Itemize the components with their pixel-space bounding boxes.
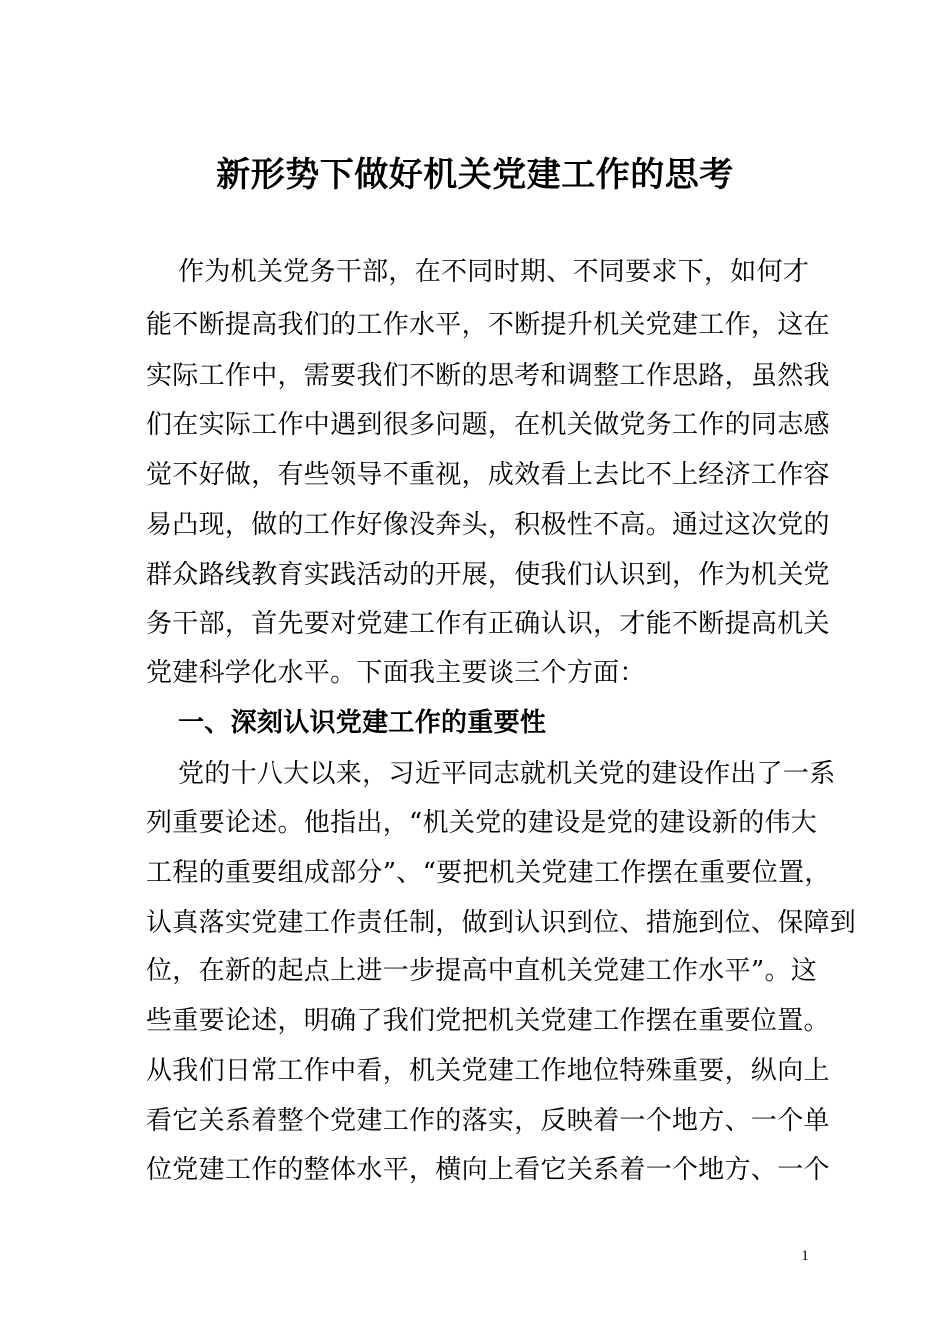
section-heading: 一、深刻认识党建工作的重要性 (178, 708, 547, 738)
paragraph-line: 党的十八大以来，习近平同志就机关党的建设作出了一系 (178, 759, 836, 789)
paragraph-line: 位，在新的起点上进一步提高中直机关党建工作水平”。这 (146, 956, 818, 986)
paragraph-line: 易凸现，做的工作好像没奔头，积极性不高。通过这次党的 (146, 510, 830, 540)
paragraph-line: 位党建工作的整体水平，横向上看它关系着一个地方、一个 (146, 1155, 830, 1185)
paragraph-line: 们在实际工作中遇到很多问题，在机关做党务工作的同志感 (146, 410, 830, 440)
paragraph-line: 从我们日常工作中看，机关党建工作地位特殊重要，纵向上 (146, 1056, 830, 1086)
paragraph-line: 能不断提高我们的工作水平，不断提升机关党建工作，这在 (146, 310, 830, 340)
paragraph-line: 实际工作中，需要我们不断的思考和调整工作思路，虽然我 (146, 361, 830, 391)
paragraph-line: 列重要论述。他指出，“机关党的建设是党的建设新的伟大 (146, 808, 818, 838)
paragraph-line: 些重要论述，明确了我们党把机关党建工作摆在重要位置。 (146, 1006, 830, 1036)
paragraph-line: 工程的重要组成部分”、“要把机关党建工作摆在重要位置， (146, 858, 831, 888)
paragraph-line: 觉不好做，有些领导不重视，成效看上去比不上经济工作容 (146, 460, 830, 490)
paragraph-line: 务干部，首先要对党建工作有正确认识，才能不断提高机关 (146, 609, 830, 639)
paragraph-line: 看它关系着整个党建工作的落实，反映着一个地方、一个单 (146, 1106, 830, 1136)
document-title: 新形势下做好机关党建工作的思考 (216, 155, 734, 195)
paragraph-line: 认真落实党建工作责任制，做到认识到位、措施到位、保障到 (146, 908, 857, 938)
page-number: 1 (801, 1248, 809, 1264)
paragraph-line: 党建科学化水平。下面我主要谈三个方面： (146, 658, 646, 688)
paragraph-line: 作为机关党务干部，在不同时期、不同要求下，如何才 (178, 257, 810, 287)
paragraph-line: 群众路线教育实践活动的开展，使我们认识到，作为机关党 (146, 560, 830, 590)
